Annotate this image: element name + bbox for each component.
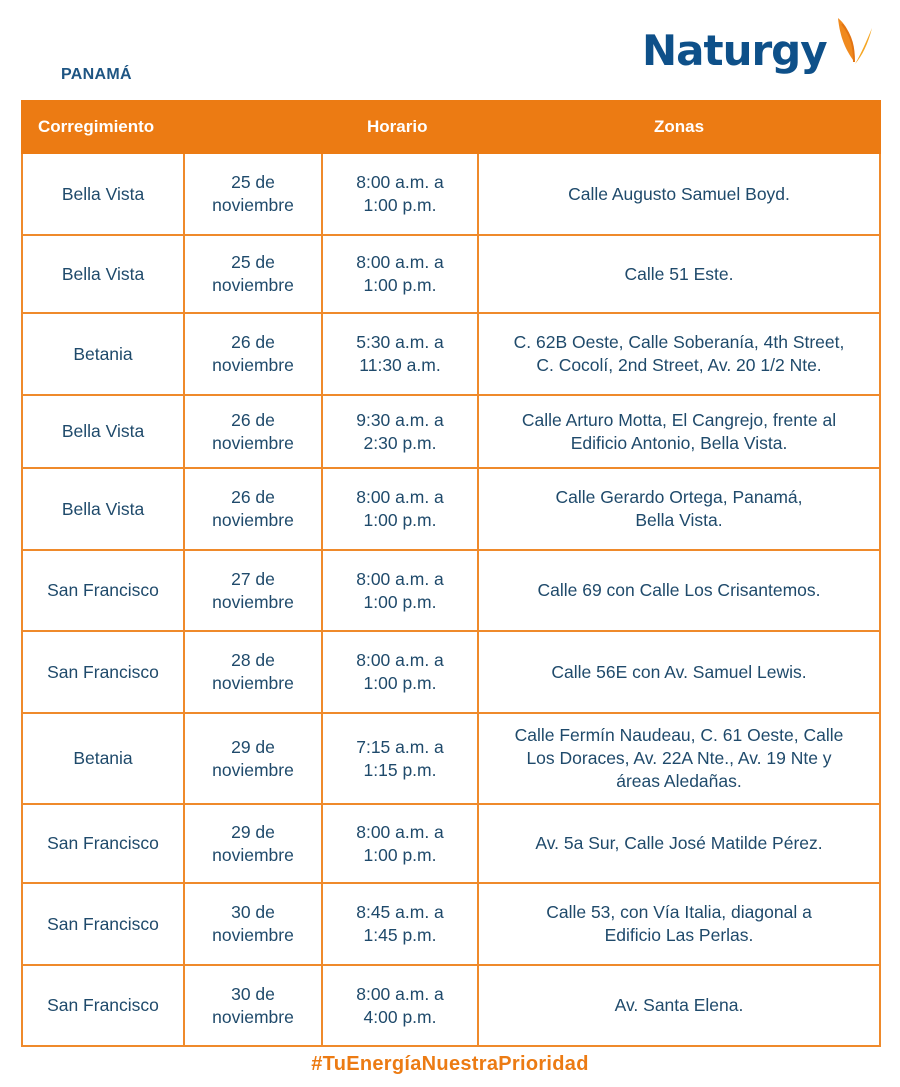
cell-zonas: Av. Santa Elena.: [478, 965, 880, 1046]
header-horario: Horario: [322, 101, 478, 153]
table-row: [22, 631, 880, 713]
table-row: [22, 713, 880, 804]
table-row: [22, 550, 880, 631]
header-corregimiento: Corregimiento: [22, 101, 184, 153]
hashtag-footer: #TuEnergíaNuestraPrioridad: [311, 1053, 589, 1075]
table-row: [22, 804, 880, 883]
table-row: [22, 313, 880, 395]
cell-fecha: 25 de noviembre: [184, 153, 322, 235]
table-row: [22, 468, 880, 550]
table-row: [22, 395, 880, 468]
cell-fecha: 30 de noviembre: [184, 883, 322, 965]
table-row: [22, 153, 880, 235]
cell-corregimiento: San Francisco: [22, 883, 184, 965]
table-row: [22, 883, 880, 965]
cell-horario: 7:15 a.m. a 1:15 p.m.: [322, 713, 478, 804]
cell-zonas: Calle Gerardo Ortega, Panamá, Bella Vista.: [478, 468, 880, 550]
cell-fecha: 29 de noviembre: [184, 713, 322, 804]
cell-horario: 8:00 a.m. a 1:00 p.m.: [322, 631, 478, 713]
cell-horario: 8:00 a.m. a 1:00 p.m.: [322, 804, 478, 883]
region-label: PANAMÁ: [61, 66, 132, 83]
cell-zonas: Calle Augusto Samuel Boyd.: [478, 153, 880, 235]
cell-corregimiento: Betania: [22, 713, 184, 804]
naturgy-logo: [642, 16, 882, 86]
cell-corregimiento: San Francisco: [22, 804, 184, 883]
cell-zonas: Calle 69 con Calle Los Crisantemos.: [478, 550, 880, 631]
cell-fecha: 28 de noviembre: [184, 631, 322, 713]
table-row: [22, 235, 880, 313]
cell-corregimiento: Betania: [22, 313, 184, 395]
cell-horario: 8:00 a.m. a 1:00 p.m.: [322, 468, 478, 550]
table-row: [22, 965, 880, 1046]
cell-corregimiento: Bella Vista: [22, 153, 184, 235]
cell-zonas: Av. 5a Sur, Calle José Matilde Pérez.: [478, 804, 880, 883]
cell-zonas: Calle Fermín Naudeau, C. 61 Oeste, Calle Los Doraces, Av. 22A Nte., Av. 19 Nte y áreas Aledañas.: [478, 713, 880, 804]
cell-fecha: 30 de noviembre: [184, 965, 322, 1046]
cell-corregimiento: Bella Vista: [22, 468, 184, 550]
cell-corregimiento: Bella Vista: [22, 395, 184, 468]
cell-corregimiento: San Francisco: [22, 550, 184, 631]
cell-fecha: 25 de noviembre: [184, 235, 322, 313]
cell-zonas: C. 62B Oeste, Calle Soberanía, 4th Street, C. Cocolí, 2nd Street, Av. 20 1/2 Nte.: [478, 313, 880, 395]
brand-name: Naturgy: [642, 26, 827, 75]
cell-horario: 9:30 a.m. a 2:30 p.m.: [322, 395, 478, 468]
cell-zonas: Calle Arturo Motta, El Cangrejo, frente al Edificio Antonio, Bella Vista.: [478, 395, 880, 468]
butterfly-icon: [832, 16, 882, 76]
cell-horario: 5:30 a.m. a 11:30 a.m.: [322, 313, 478, 395]
cell-zonas: Calle 51 Este.: [478, 235, 880, 313]
table-header-row: [22, 101, 880, 153]
cell-fecha: 27 de noviembre: [184, 550, 322, 631]
cell-fecha: 26 de noviembre: [184, 468, 322, 550]
cell-corregimiento: Bella Vista: [22, 235, 184, 313]
cell-horario: 8:00 a.m. a 1:00 p.m.: [322, 235, 478, 313]
cell-corregimiento: San Francisco: [22, 631, 184, 713]
cell-fecha: 26 de noviembre: [184, 313, 322, 395]
cell-corregimiento: San Francisco: [22, 965, 184, 1046]
cell-zonas: Calle 56E con Av. Samuel Lewis.: [478, 631, 880, 713]
header-zonas: Zonas: [478, 101, 880, 153]
cell-fecha: 26 de noviembre: [184, 395, 322, 468]
cell-horario: 8:00 a.m. a 4:00 p.m.: [322, 965, 478, 1046]
cell-horario: 8:00 a.m. a 1:00 p.m.: [322, 153, 478, 235]
header-fecha: [184, 101, 322, 153]
schedule-table: [21, 100, 881, 1047]
cell-fecha: 29 de noviembre: [184, 804, 322, 883]
cell-horario: 8:45 a.m. a 1:45 p.m.: [322, 883, 478, 965]
cell-zonas: Calle 53, con Vía Italia, diagonal a Edificio Las Perlas.: [478, 883, 880, 965]
cell-horario: 8:00 a.m. a 1:00 p.m.: [322, 550, 478, 631]
